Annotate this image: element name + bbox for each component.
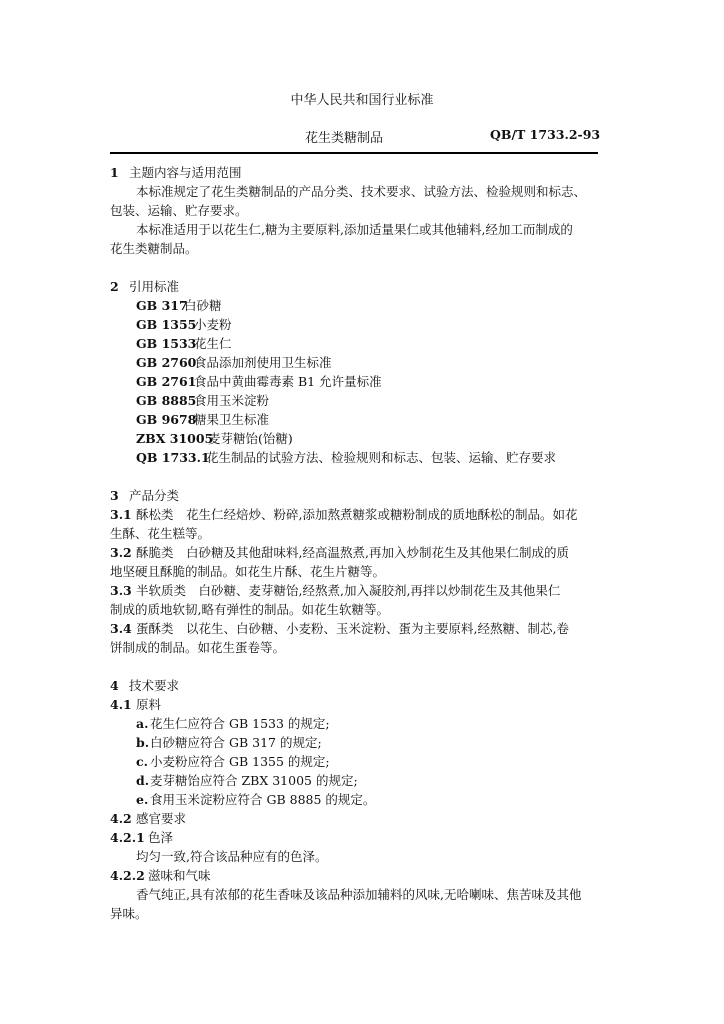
reference-name: 花生制品的试验方法、检验规则和标志、包装、运输、贮存要求 xyxy=(206,450,557,465)
clause-continuation: 生酥、花生糕等。 xyxy=(110,526,211,541)
document-body xyxy=(110,163,598,923)
list-marker: b. xyxy=(136,735,150,750)
list-item xyxy=(110,733,598,752)
reference-code: GB 9678 xyxy=(136,412,197,427)
reference-code: GB 8885 xyxy=(136,393,197,408)
reference-name: 糖果卫生标准 xyxy=(194,412,270,427)
reference-item xyxy=(110,448,598,467)
clause-number: 3.4 xyxy=(110,621,132,636)
subsection-number: 4.2.1 xyxy=(110,830,145,845)
reference-code: GB 1355 xyxy=(136,317,197,332)
reference-name: 花生仁 xyxy=(194,336,232,351)
reference-code: GB 317 xyxy=(136,298,188,313)
clause-number: 3.2 xyxy=(110,545,132,560)
subsection-number: 4.2 xyxy=(110,811,132,826)
reference-item xyxy=(110,372,598,391)
paragraph-line: 花生类糖制品。 xyxy=(110,241,198,256)
spacer xyxy=(110,657,598,676)
list-text: 麦芽糖饴应符合 ZBX 31005 的规定; xyxy=(150,773,358,788)
list-item xyxy=(110,752,598,771)
standard-code: QB/T 1733.2-93 xyxy=(490,127,601,142)
subsection-heading xyxy=(110,866,598,885)
paragraph-line: 香气纯正,具有浓郁的花生香味及该品种添加辅料的风味,无哈喇味、焦苦味及其他 xyxy=(136,887,582,902)
reference-item xyxy=(110,334,598,353)
reference-name: 食品中黄曲霉毒素 B1 允许量标准 xyxy=(194,374,382,389)
clause-number: 3.1 xyxy=(110,507,132,522)
subsection-number: 4.1 xyxy=(110,697,132,712)
subsection-number: 4.2.2 xyxy=(110,868,145,883)
clause-continuation: 制成的质地软韧,略有弹性的制品。如花生软糖等。 xyxy=(110,602,389,617)
clause-line xyxy=(110,543,598,562)
reference-name: 麦芽糖饴(饴糖) xyxy=(208,431,293,446)
clause-line xyxy=(110,505,598,524)
reference-item xyxy=(110,353,598,372)
clause-continuation: 饼制成的制品。如花生蛋卷等。 xyxy=(110,640,286,655)
spacer xyxy=(110,467,598,486)
header-rule xyxy=(110,152,598,154)
section-title: 主题内容与适用范围 xyxy=(129,165,242,180)
list-text: 食用玉米淀粉应符合 GB 8885 的规定。 xyxy=(150,792,376,807)
paragraph-line: 本标准适用于以花生仁,糖为主要原料,添加适量果仁或其他辅料,经加工而制成的 xyxy=(136,222,573,237)
list-marker: a. xyxy=(136,716,149,731)
reference-code: GB 1533 xyxy=(136,336,197,351)
title-row xyxy=(0,127,724,145)
subsection-heading xyxy=(110,695,598,714)
clause-text: 酥松类 花生仁经焙炒、粉碎,添加熬煮糖浆或糖粉制成的质地酥松的制品。如花 xyxy=(136,507,578,522)
reference-item xyxy=(110,391,598,410)
spacer xyxy=(110,258,598,277)
reference-code: GB 2761 xyxy=(136,374,197,389)
reference-name: 白砂糖 xyxy=(184,298,222,313)
reference-name: 小麦粉 xyxy=(194,317,232,332)
reference-code: GB 2760 xyxy=(136,355,197,370)
section-title: 引用标准 xyxy=(129,279,180,294)
reference-name: 食用玉米淀粉 xyxy=(194,393,270,408)
section-number: 4 xyxy=(110,678,119,693)
document-title: 花生类糖制品 xyxy=(305,131,384,146)
section-heading xyxy=(110,163,598,182)
subsection-title: 原料 xyxy=(136,697,162,712)
standard-organization: 中华人民共和国行业标准 xyxy=(290,93,434,108)
list-item xyxy=(110,714,598,733)
reference-name: 食品添加剂使用卫生标准 xyxy=(194,355,332,370)
section-title: 技术要求 xyxy=(129,678,180,693)
list-text: 花生仁应符合 GB 1533 的规定; xyxy=(150,716,330,731)
list-marker: e. xyxy=(136,792,149,807)
list-marker: d. xyxy=(136,773,150,788)
clause-text: 酥脆类 白砂糖及其他甜味料,经高温熬煮,再加入炒制花生及其他果仁制成的质 xyxy=(136,545,569,560)
clause-line xyxy=(110,619,598,638)
subsection-title: 色泽 xyxy=(148,830,174,845)
list-item xyxy=(110,771,598,790)
paragraph-line: 异味。 xyxy=(110,906,148,921)
clause-line xyxy=(110,581,598,600)
reference-code: ZBX 31005 xyxy=(136,431,214,446)
subsection-heading xyxy=(110,828,598,847)
section-number: 3 xyxy=(110,488,119,503)
subsection-heading xyxy=(110,809,598,828)
section-title: 产品分类 xyxy=(129,488,180,503)
subsection-title: 滋味和气味 xyxy=(148,868,211,883)
reference-item xyxy=(110,410,598,429)
list-marker: c. xyxy=(136,754,148,769)
clause-text: 蛋酥类 以花生、白砂糖、小麦粉、玉米淀粉、蛋为主要原料,经熬糖、制芯,卷 xyxy=(136,621,569,636)
section-heading xyxy=(110,676,598,695)
paragraph-line: 均匀一致,符合该品种应有的色泽。 xyxy=(136,849,328,864)
reference-item xyxy=(110,296,598,315)
paragraph-line: 包装、运输、贮存要求。 xyxy=(110,203,248,218)
clause-number: 3.3 xyxy=(110,583,132,598)
list-text: 小麦粉应符合 GB 1355 的规定; xyxy=(150,754,330,769)
paragraph-line: 本标准规定了花生类糖制品的产品分类、技术要求、试验方法、检验规则和标志、 xyxy=(136,184,587,199)
list-text: 白砂糖应符合 GB 317 的规定; xyxy=(150,735,322,750)
section-heading xyxy=(110,486,598,505)
reference-code: QB 1733.1 xyxy=(136,450,210,465)
list-item xyxy=(110,790,598,809)
subsection-title: 感官要求 xyxy=(136,811,187,826)
section-heading xyxy=(110,277,598,296)
clause-text: 半软质类 白砂糖、麦芽糖饴,经熬煮,加入凝胶剂,再拌以炒制花生及其他果仁 xyxy=(136,583,561,598)
section-number: 1 xyxy=(110,165,119,180)
clause-continuation: 地坚硬且酥脆的制品。如花生片酥、花生片糖等。 xyxy=(110,564,386,579)
reference-item xyxy=(110,429,598,448)
reference-item xyxy=(110,315,598,334)
section-number: 2 xyxy=(110,279,119,294)
